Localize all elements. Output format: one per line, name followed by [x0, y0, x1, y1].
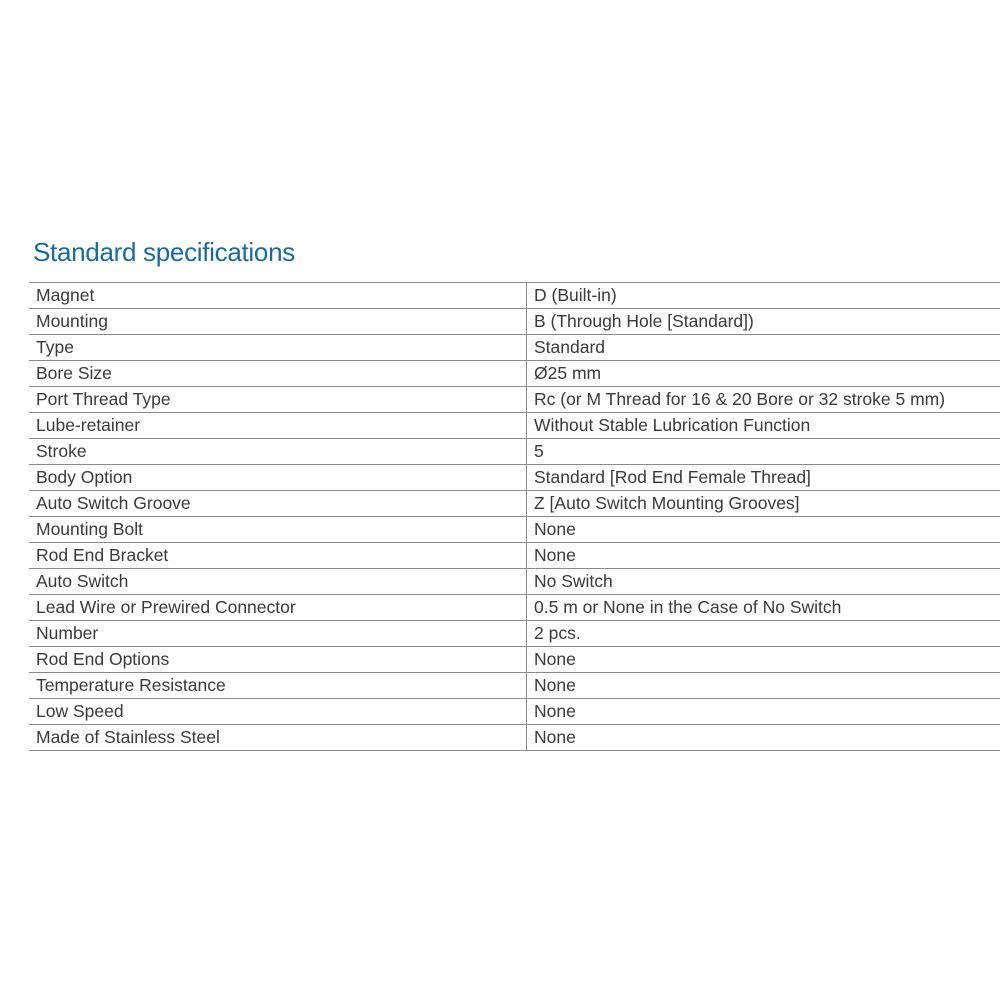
spec-label: Magnet: [29, 283, 527, 309]
table-row: [29, 361, 1000, 387]
spec-label: Low Speed: [29, 699, 527, 725]
spec-value: 5: [527, 439, 1000, 465]
spec-value: D (Built-in): [527, 283, 1000, 309]
spec-label: Type: [29, 335, 527, 361]
spec-value: None: [527, 517, 1000, 543]
table-row: [29, 335, 1000, 361]
table-row: [29, 647, 1000, 673]
spec-value: 2 pcs.: [527, 621, 1000, 647]
table-row: [29, 569, 1000, 595]
table-row: [29, 725, 1000, 751]
table-row: [29, 673, 1000, 699]
spec-value: Ø25 mm: [527, 361, 1000, 387]
spec-label: Rod End Bracket: [29, 543, 527, 569]
spec-value: None: [527, 725, 1000, 751]
spec-value: None: [527, 543, 1000, 569]
spec-value: B (Through Hole [Standard]): [527, 309, 1000, 335]
spec-label: Stroke: [29, 439, 527, 465]
spec-value: Without Stable Lubrication Function: [527, 413, 1000, 439]
table-row: [29, 413, 1000, 439]
table-row: [29, 491, 1000, 517]
spec-value: Standard: [527, 335, 1000, 361]
spec-label: Mounting Bolt: [29, 517, 527, 543]
spec-label: Mounting: [29, 309, 527, 335]
table-row: [29, 595, 1000, 621]
spec-value: Z [Auto Switch Mounting Grooves]: [527, 491, 1000, 517]
table-row: [29, 699, 1000, 725]
spec-value: None: [527, 699, 1000, 725]
spec-value: None: [527, 647, 1000, 673]
spec-value: Rc (or M Thread for 16 & 20 Bore or 32 stroke 5 mm): [527, 387, 1000, 413]
table-row: [29, 621, 1000, 647]
table-row: [29, 309, 1000, 335]
table-row: [29, 387, 1000, 413]
spec-label: Bore Size: [29, 361, 527, 387]
table-row: [29, 465, 1000, 491]
table-row: [29, 517, 1000, 543]
spec-label: Rod End Options: [29, 647, 527, 673]
spec-label: Auto Switch Groove: [29, 491, 527, 517]
spec-label: Body Option: [29, 465, 527, 491]
spec-label: Auto Switch: [29, 569, 527, 595]
spec-label: Number: [29, 621, 527, 647]
spec-label: Lead Wire or Prewired Connector: [29, 595, 527, 621]
spec-label: Port Thread Type: [29, 387, 527, 413]
table-row: [29, 283, 1000, 309]
spec-value: No Switch: [527, 569, 1000, 595]
page-title: Standard specifications: [33, 237, 295, 267]
spec-label: Made of Stainless Steel: [29, 725, 527, 751]
table-row: [29, 439, 1000, 465]
spec-label: Temperature Resistance: [29, 673, 527, 699]
spec-value: Standard [Rod End Female Thread]: [527, 465, 1000, 491]
table-row: [29, 543, 1000, 569]
spec-label: Lube-retainer: [29, 413, 527, 439]
spec-table: [29, 282, 1000, 751]
spec-value: 0.5 m or None in the Case of No Switch: [527, 595, 1000, 621]
spec-value: None: [527, 673, 1000, 699]
